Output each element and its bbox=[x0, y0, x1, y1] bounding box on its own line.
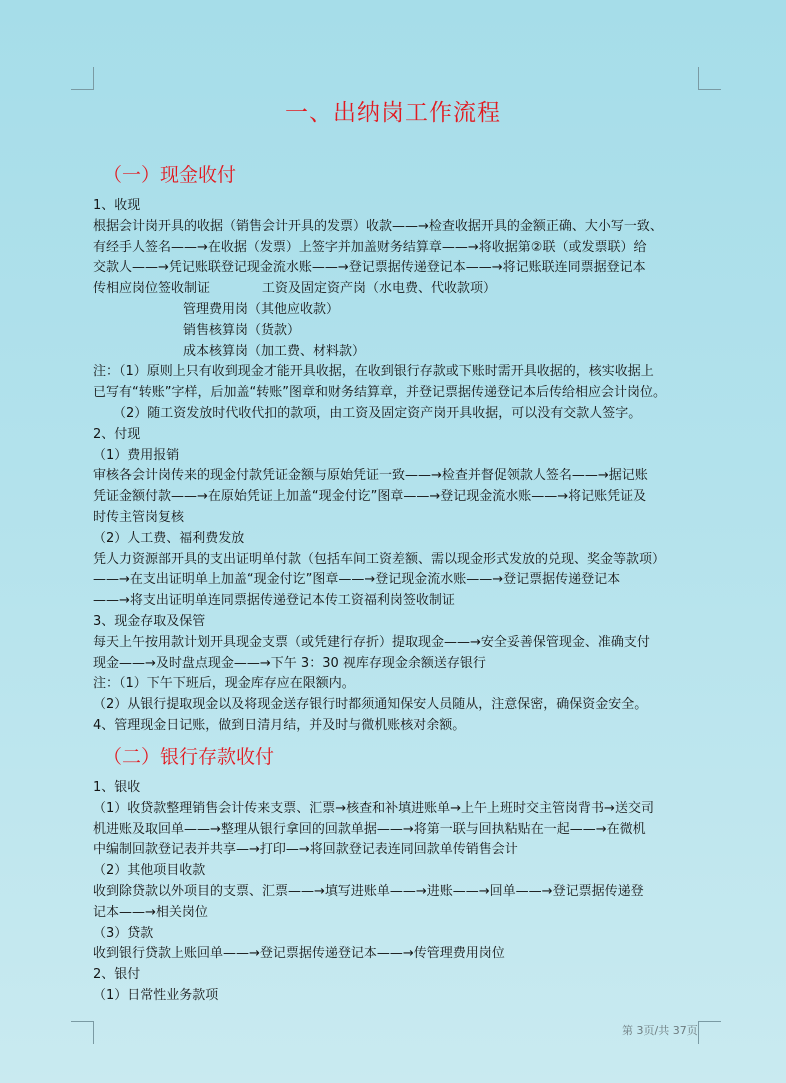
section-cash-body bbox=[93, 196, 703, 737]
note-line: （2）随工资发放时代收代扣的款项，由工资及固定资产岗开具收据，可以没有交款人签字。 bbox=[113, 405, 642, 421]
paragraph-line: 凭人力资源部开具的支出证明单付款（包括车间工资差额、需以现金形式发放的兑现、奖金等款项） bbox=[93, 551, 666, 567]
subheading-bank-pay: 2、银付 bbox=[93, 967, 141, 983]
subheading-receive-cash: 1、收现 bbox=[93, 198, 141, 213]
paragraph-line: 现金——→及时盘点现金——→下午 3：30 视库存现金余额送存银行 bbox=[93, 655, 486, 671]
crop-mark-top-right bbox=[698, 67, 721, 90]
paragraph-line: 每天上午按用款计划开具现金支票（或凭建行存折）提取现金——→安全妥善保管现金、准确支付 bbox=[93, 634, 650, 650]
sub-item: （3）贷款 bbox=[93, 925, 154, 941]
post-item: 管理费用岗（其他应收款） bbox=[183, 301, 340, 317]
paragraph-line: 审核各会计岗传来的现金付款凭证金额与原始凭证一致——→检查并督促领款人签名——→据记账 bbox=[93, 468, 648, 484]
note-line: （2）从银行提取现金以及将现金送存银行时都须通知保安人员随从，注意保密，确保资金安全。 bbox=[93, 697, 648, 713]
crop-mark-top-left bbox=[71, 67, 94, 90]
note-line: 注：（1）下午下班后，现金库存应在限额内。 bbox=[93, 676, 355, 692]
subheading-cash-journal: 4、管理现金日记账，做到日清月结，并及时与微机账核对余额。 bbox=[93, 717, 466, 733]
page-title: 一、出纳岗工作流程 bbox=[285, 100, 501, 126]
paragraph-line: 中编制回款登记表并共享—→打印—→将回款登记表连同回款单传销售会计 bbox=[93, 842, 518, 858]
paragraph-line: 收到银行贷款上账回单——→登记票据传递登记本——→传管理费用岗位 bbox=[93, 946, 505, 962]
sub-item: （2）人工费、福利费发放 bbox=[93, 530, 245, 546]
subheading-cash-storage: 3、现金存取及保管 bbox=[93, 613, 206, 629]
section-bank-body bbox=[93, 778, 703, 1007]
paragraph-line: 传相应岗位签收制证 工资及固定资产岗（水电费、代收款项） bbox=[93, 281, 497, 297]
post-item: 成本核算岗（加工费、材料款） bbox=[183, 343, 366, 359]
paragraph-line: 有经手人签名——→在收据（发票）上签字并加盖财务结算章——→将收据第②联（或发票联）给 bbox=[93, 239, 647, 255]
paragraph-line: ——→在支出证明单上加盖“现金付讫”图章——→登记现金流水账——→登记票据传递登记本 bbox=[93, 572, 621, 588]
subheading-bank-receive: 1、银收 bbox=[93, 780, 141, 795]
note-line: 注：（1）原则上只有收到现金才能开具收据，在收到银行存款或下账时需开具收据的，核实收据上 bbox=[93, 364, 654, 380]
paragraph-line: 时传主管岗复核 bbox=[93, 509, 185, 525]
subheading-pay-cash: 2、付现 bbox=[93, 426, 141, 442]
page-number: 第 3页/共 37页 bbox=[622, 1024, 698, 1037]
paragraph-line: 机进账及取回单——→整理从银行拿回的回款单据——→将第一联与回执粘贴在一起——→在微机 bbox=[93, 821, 646, 837]
post-item: 销售核算岗（货款） bbox=[183, 322, 301, 338]
paragraph-line: 根据会计岗开具的收据（销售会计开具的发票）收款——→检查收据开具的金额正确、大小写一致、 bbox=[93, 218, 663, 234]
sub-item: （1）费用报销 bbox=[93, 447, 180, 463]
paragraph-line: ——→将支出证明单连同票据传递登记本传工资福利岗签收制证 bbox=[93, 593, 455, 609]
section-heading-bank: （二）银行存款收付 bbox=[103, 746, 275, 768]
crop-mark-bottom-left bbox=[71, 1021, 94, 1044]
paragraph-line: 凭证金额付款——→在原始凭证上加盖“现金付讫”图章——→登记现金流水账——→将记账凭证及 bbox=[93, 489, 647, 505]
sub-item: （1）日常性业务款项 bbox=[93, 987, 219, 1003]
crop-mark-bottom-right bbox=[698, 1021, 721, 1044]
paragraph-line: 收到除贷款以外项目的支票、汇票——→填写进账单——→进账——→回单——→登记票据传递登 bbox=[93, 883, 644, 899]
section-heading-cash: （一）现金收付 bbox=[103, 164, 237, 186]
note-line: 已写有“转账”字样，后加盖“转账”图章和财务结算章，并登记票据传递登记本后传给相应会计岗位。 bbox=[93, 385, 666, 401]
paragraph-line: 交款人——→凭记账联登记现金流水账——→登记票据传递登记本——→将记账联连同票据登记本 bbox=[93, 260, 646, 276]
sub-item: （2）其他项目收款 bbox=[93, 863, 206, 879]
paragraph-line: （1）收贷款整理销售会计传来支票、汇票→核查和补填进账单→上午上班时交主管岗背书→送交司 bbox=[93, 800, 654, 816]
paragraph-line: 记本——→相关岗位 bbox=[93, 904, 208, 920]
